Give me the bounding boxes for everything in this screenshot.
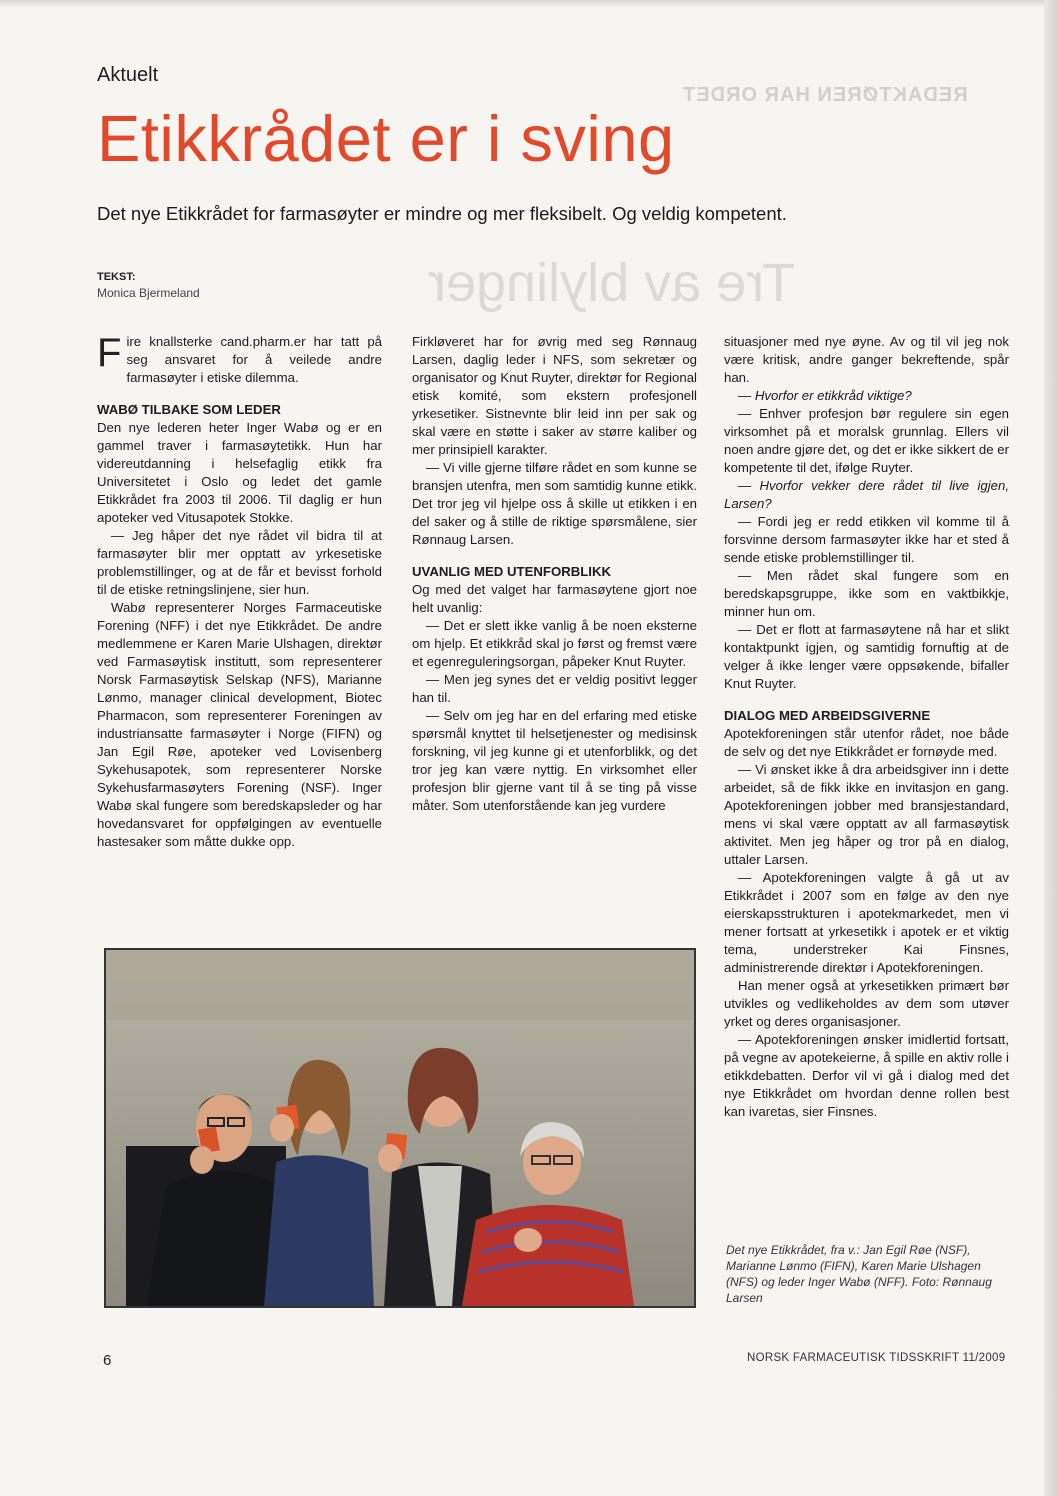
- scan-top-edge: [0, 0, 1058, 8]
- paragraph: Apotekforeningen står utenfor rådet, noe både de selv og det nye Etikkrådet er fornøyde med.: [724, 726, 1009, 759]
- interview-question: — Hvorfor er etikkråd viktige?: [738, 388, 912, 403]
- paragraph: — Apotekforeningen ønsker imidlertid fortsatt, på vegne av apotekeierne, å spille en aktiv rolle i etikkdebatten. Derfor vil vi gå i dialog med det nye Etikkrådet om hvordan denne rollen best kan ivaretas, sier Finsnes.: [724, 1032, 1009, 1119]
- paragraph: — Det er slett ikke vanlig å be noen eksterne om hjelp. Et etikkråd skal jo først og fremst være et egenreguleringsorgan, påpeker Knut Ruyter.: [412, 618, 697, 669]
- paragraph: Fire knallsterke cand.pharm.er har tatt på seg ansvaret for å veilede andre farmasøyter i etiske dilemma.: [97, 331, 382, 385]
- paragraph: Og med det valget har farmasøytene gjort noe helt uvanlig:: [412, 582, 697, 615]
- byline-author: Monica Bjermeland: [97, 286, 200, 300]
- group-photo-illustration: [106, 950, 694, 1306]
- article-column-3: [724, 333, 1009, 1121]
- photo-caption: Det nye Etikkrådet, fra v.: Jan Egil Røe (NSF), Marianne Lønmo (FIFN), Karen Marie Ulshagen (NFS) og leder Inger Wabø (NFF). Foto: Rønnaug Larsen: [726, 1243, 992, 1305]
- paragraph: Firkløveret har for øvrig med seg Rønnaug Larsen, daglig leder i NFS, som sekretær og organisator og Knut Ruyter, direktør for Regional etisk komité, som ekstern profesjonell yrkesetiker. Sistnevnte blir leid inn per sak og skal være en støtte i saker av større kaliber og mer prinsipiell karakter.: [412, 334, 697, 457]
- paragraph: — Vi ville gjerne tilføre rådet en som kunne se bransjen utenfra, men som samtidig kunne etikk. Det tror jeg vil hjelpe oss å skille ut etikken i en del saker og å stille de riktige spørsmålene, sier Rønnaug Larsen.: [412, 460, 697, 547]
- subheading: DIALOG MED ARBEIDSGIVERNE: [724, 708, 931, 723]
- subheading: UVANLIG MED UTENFORBLIKK: [412, 564, 612, 579]
- paragraph: — Jeg håper det nye rådet vil bidra til at farmasøyter blir mer opptatt av yrkesetiske problemstillinger, og at de får et bevisst forhold til de etiske retningslinjene, sier hun.: [97, 528, 382, 597]
- group-photo: [104, 948, 696, 1308]
- paragraph: Wabø representerer Norges Farmaceutiske Forening (NFF) i det nye Etikkrådet. De andre medlemmene er Karen Marie Ulshagen, direktør ved Farmasøytisk institutt, som representerer Norsk Farmasøytisk Selskap (NFS), Marianne Lønmo, manager clinical development, Biotec Pharmacon, som representerer Foreningen av industriansatte farmasøyter i Norge (FIFN) og Jan Egil Røe, apoteker ved Lovisenberg Sykehusapotek, som representerer Norske Sykehusfarmasøyters Forening (NSF). Inger Wabø skal fungere som beredskapsleder og har hovedansvaret for oppfølgingen av eventuelle hastesaker som måtte dukke opp.: [97, 600, 382, 849]
- paragraph: — Det er flott at farmasøytene nå har et slikt kontaktpunkt igjen, og samtidig fornuftig at de velger å ikke lenger være oppsøkende, bifaller Knut Ruyter.: [724, 622, 1009, 691]
- paragraph: — Men rådet skal fungere som en beredskapsgruppe, ikke som en vaktbikkje, minner hun om.: [724, 568, 1009, 619]
- article-headline: Etikkrådet er i sving: [97, 102, 675, 175]
- paragraph: Han mener også at yrkesetikken primært bør utvikles og vedlikeholdes av dem som utøver yrket og deres organisasjoner.: [724, 978, 1009, 1029]
- page-number: 6: [103, 1352, 112, 1369]
- paragraph: situasjoner med nye øyne. Av og til vil jeg nok være kritisk, andre ganger bekreftende, spår han.: [724, 334, 1009, 385]
- bleed-through-heading: Tre av blylinger: [428, 253, 796, 313]
- paragraph: — Men jeg synes det er veldig positivt legger han til.: [412, 672, 697, 705]
- paragraph: — Selv om jeg har en del erfaring med etiske spørsmål knyttet til helsetjenester og medisinsk forskning, vil jeg kunne gi et utenforblikk, og det tror jeg kan være nyttig. En virksomhet eller profesjon blir gjerne vant til å se ting på visse måter. Som utenforstående kan jeg vurdere: [412, 708, 697, 813]
- paragraph: — Apotekforeningen valgte å gå ut av Etikkrådet i 2007 som en følge av den nye eierskapsstrukturen i apotekmarkedet, men vi mener fortsatt at yrkesetikk i apotek er et viktig tema, understreker Kai Finsnes, administrerende direktør i Apotekforeningen.: [724, 870, 1009, 975]
- paragraph: — Fordi jeg er redd etikken vil komme til å forsvinne dersom farmasøyter ikke har et sted å sende etiske problemstillinger til.: [724, 514, 1009, 565]
- subheading: WABØ TILBAKE SOM LEDER: [97, 402, 281, 417]
- article-column-1: [97, 333, 382, 851]
- bleed-through-text: REDAKTØREN HAR ORDET: [682, 84, 968, 106]
- journal-footer: NORSK FARMACEUTISK TIDSSKRIFT 11/2009: [747, 1352, 1006, 1364]
- scan-right-edge: [1044, 0, 1058, 1496]
- drop-cap: F: [97, 331, 122, 375]
- interview-question: — Hvorfor vekker dere rådet til live igjen, Larsen?: [724, 478, 1009, 511]
- paragraph: — Enhver profesjon bør regulere sin egen virksomhet på et moralsk grunnlag. Ellers vil noen andre gjøre det, og det er ikke sikkert de er kompetente til det, ifølge Ruyter.: [724, 406, 1009, 475]
- byline-label: TEKST:: [97, 271, 136, 283]
- article-column-2: [412, 333, 697, 815]
- article-lede: Det nye Etikkrådet for farmasøyter er mindre og mer fleksibelt. Og veldig kompetent.: [97, 203, 787, 224]
- paragraph: — Vi ønsket ikke å dra arbeidsgiver inn i dette arbeidet, så de fikk ikke en invitasjon en gang. Apotekforeningen jobber med bransjestandard, mens vi skal være opptatt av all farmasøytisk aktivitet. Men jeg håper og tror på en dialog, uttaler Larsen.: [724, 762, 1009, 867]
- section-label: Aktuelt: [97, 64, 159, 86]
- paragraph: Den nye lederen heter Inger Wabø og er en gammel traver i farmasøytetikk. Hun har videreutdanning i helsefaglig etikk fra Universitetet i Oslo og ledet det gamle Etikkrådet fra 2003 til 2006. Til daglig er hun apoteker ved Vitusapotek Stokke.: [97, 420, 382, 525]
